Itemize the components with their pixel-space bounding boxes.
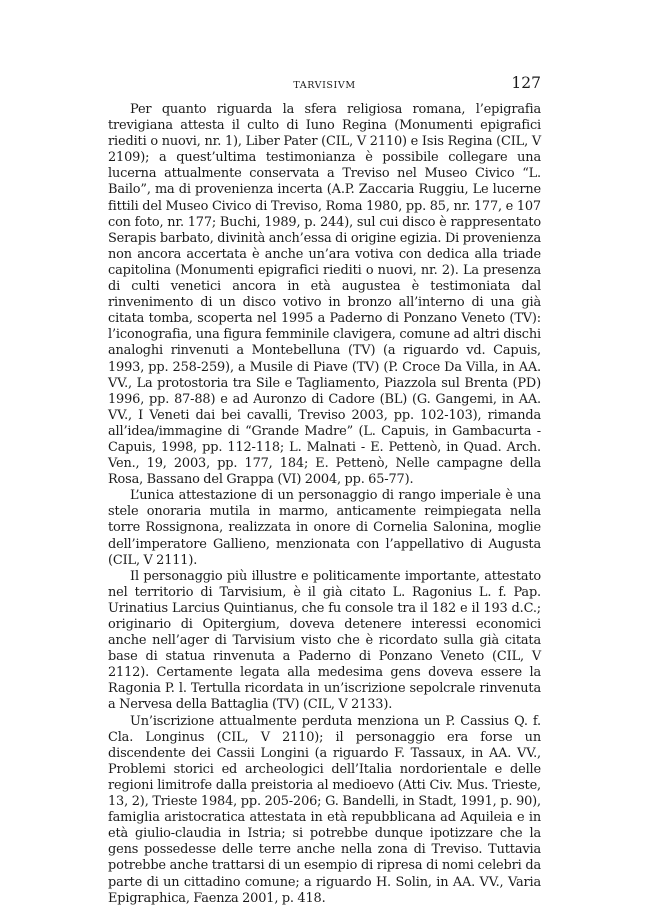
- book-page: [108, 74, 541, 907]
- paragraph-cassius: Un’iscrizione attualmente perduta menziona un P. Cassius Q. f. Cla. Longinus (CIL, V 2110); il personaggio era forse un discendente dei Cassii Longini (a riguardo F. Tassaux, in AA. VV., Problemi storici ed archeologici dell’Italia nordorientale e delle regioni limitrofe dalla preistoria al medioevo (Atti Civ. Mus. Trieste, 13, 2), Trieste 1984, pp. 205-206; G. Bandelli, in Stadt, 1991, p. 90), famiglia aristocratica attestata in età repubblicana ad Aquileia e in età giulio-claudia in Istria; si potrebbe dunque ipotizzare che la gens possedesse delle terre anche nella zona di Treviso. Tuttavia potrebbe anche trattarsi di un esempio di ripresa di nomi celebri da parte di un cittadino comune; a riguardo H. Solin, in AA. VV., Varia Epigraphica, Faenza 2001, p. 418.: [108, 713, 541, 906]
- page-number: 127: [511, 74, 541, 92]
- paragraph-religious-cults: Per quanto riguarda la sfera religiosa romana, l’epigrafia trevigiana attesta il culto di Iuno Regina (Monumenti epigrafici riediti o nuovi, nr. 1), Liber Pater (CIL, V 2110) e Isis Regina (CIL, V 2109); a quest’ultima testimonianza è possibile collegare una lucerna attualmente conservata a Treviso nel Museo Civico “L. Bailo”, ma di provenienza incerta (A.P. Zaccaria Ruggiu, Le lucerne fittili del Museo Civico di Treviso, Roma 1980, pp. 85, nr. 177, e 107 con foto, nr. 177; Buchi, 1989, p. 244), sul cui disco è rappresentato Serapis barbato, divinità anch’essa di origine egizia. Di provenienza non ancora accertata è anche un’ara votiva con dedica alla triade capitolina (Monumenti epigrafici riediti o nuovi, nr. 2). La presenza di culti venetici ancora in età augustea è testimoniata dal rinvenimento di un disco votivo in bronzo all’interno di una già citata tomba, scoperta nel 1995 a Paderno di Ponzano Veneto (TV): l’iconografia, una figura femminile clavigera, comune ad altri dischi analoghi rinvenuti a Montebelluna (TV) (a riguardo vd. Capuis, 1993, pp. 258-259), a Musile di Piave (TV) (P. Croce Da Villa, in AA. VV., La protostoria tra Sile e Tagliamento, Piazzola sul Brenta (PD) 1996, pp. 87-88) e ad Auronzo di Cadore (BL) (G. Gangemi, in AA. VV., I Veneti dai bei cavalli, Treviso 2003, pp. 102-103), rimanda all’idea/immagine di “Grande Madre” (L. Capuis, in Gambacurta - Capuis, 1998, pp. 112-118; L. Malnati - E. Pettenò, in Quad. Arch. Ven., 19, 2003, pp. 177, 184; E. Pettenò, Nelle campagne della Rosa, Bassano del Grappa (VI) 2004, pp. 65-77).: [108, 102, 541, 488]
- paragraph-imperial-stele: L’unica attestazione di un personaggio di rango imperiale è una stele onoraria mutila in marmo, anticamente reimpiegata nella torre Rossignona, realizzata in onore di Cornelia Salonina, moglie dell’imperatore Gallieno, menzionata con l’appellativo di Augusta (CIL, V 2111).: [108, 488, 541, 568]
- body-text: [108, 102, 541, 907]
- page-header: [108, 74, 541, 96]
- paragraph-ragonius: Il personaggio più illustre e politicamente importante, attestato nel territorio di Tarvisium, è il già citato L. Ragonius L. f. Pap. Urinatius Larcius Quintianus, che fu console tra il 182 e il 193 d.C.; originario di Opitergium, doveva detenere interessi economici anche nell’ager di Tarvisium visto che è ricordato sulla già citata base di statua rinvenuta a Paderno di Ponzano Veneto (CIL, V 2112). Certamente legata alla medesima gens doveva essere la Ragonia P. l. Tertulla ricordata in un’iscrizione sepolcrale rinvenuta a Nervesa della Battaglia (TV) (CIL, V 2133).: [108, 568, 541, 713]
- running-title: TARVISIVM: [293, 80, 356, 91]
